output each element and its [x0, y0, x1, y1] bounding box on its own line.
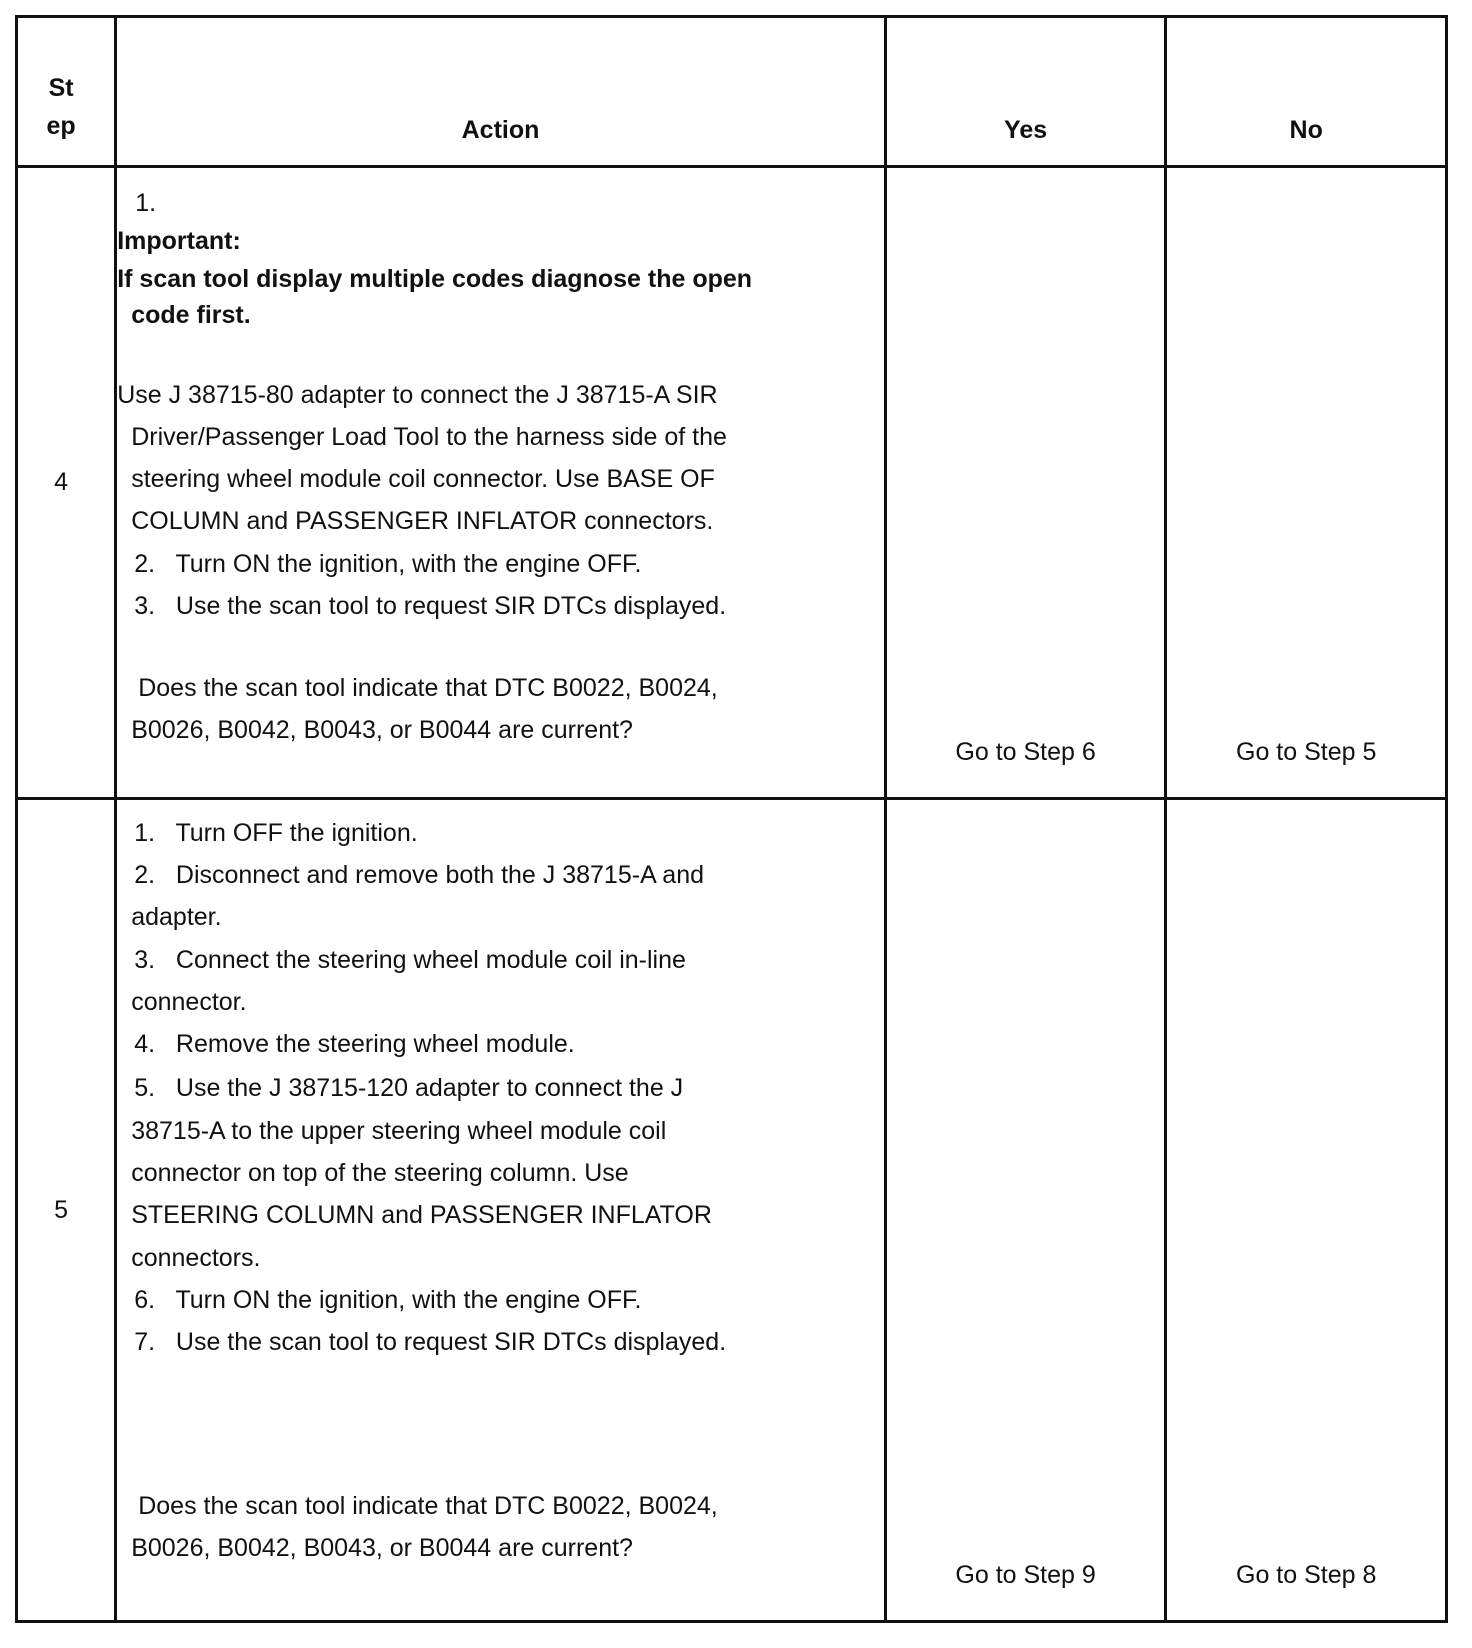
question-text: Does the scan tool indicate that DTC B0022, B0024,: [138, 674, 718, 702]
instruction-step: 2. Turn ON the ignition, with the engine OFF.: [134, 550, 642, 578]
action-cell: [116, 167, 886, 799]
diagnostic-table: [15, 15, 1448, 1623]
no-cell: [1166, 799, 1447, 1622]
question-text: B0026, B0042, B0043, or B0044 are current?: [131, 1534, 633, 1562]
instruction-step: 4. Remove the steering wheel module.: [134, 1030, 575, 1058]
table-row: [17, 167, 1447, 799]
go-to-step: Go to Step 8: [1236, 1561, 1377, 1589]
instruction-step: 7. Use the scan tool to request SIR DTCs displayed.: [134, 1328, 727, 1356]
question-text: B0026, B0042, B0043, or B0044 are current?: [131, 716, 633, 744]
go-to-step: Go to Step 9: [955, 1561, 1096, 1589]
yes-cell: [885, 167, 1166, 799]
instruction-text: STEERING COLUMN and PASSENGER INFLATOR: [131, 1201, 712, 1229]
no-cell: [1166, 167, 1447, 799]
instruction-step: 5. Use the J 38715-120 adapter to connect the J: [134, 1074, 684, 1102]
action-cell: [116, 799, 886, 1622]
table-row: [17, 799, 1447, 1622]
instruction-text: steering wheel module coil connector. Use BASE OF: [131, 465, 715, 493]
instruction-text: Use J 38715-80 adapter to connect the J 38715-A SIR: [117, 381, 718, 409]
instruction-text: adapter.: [131, 903, 222, 931]
instruction-step: 6. Turn ON the ignition, with the engine OFF.: [134, 1286, 642, 1314]
step-number: 5: [17, 799, 116, 1622]
header-action: Action: [116, 17, 886, 167]
header-yes: Yes: [885, 17, 1166, 167]
header-row: [17, 17, 1447, 167]
instruction-step: 2. Disconnect and remove both the J 38715-A and: [134, 861, 705, 889]
instruction-text: connector.: [131, 988, 247, 1016]
important-label: Important:: [117, 227, 241, 255]
important-text: code first.: [131, 301, 251, 329]
instruction-text: connectors.: [131, 1244, 261, 1272]
instruction-text: COLUMN and PASSENGER INFLATOR connectors.: [131, 507, 714, 535]
yes-cell: [885, 799, 1166, 1622]
list-number: 1.: [135, 189, 157, 217]
go-to-step: Go to Step 5: [1236, 738, 1377, 766]
instruction-step: 3. Connect the steering wheel module coil in-line: [134, 946, 686, 974]
go-to-step: Go to Step 6: [955, 738, 1096, 766]
instruction-text: Driver/Passenger Load Tool to the harness side of the: [131, 423, 727, 451]
instruction-step: 1. Turn OFF the ignition.: [134, 819, 418, 847]
header-no: No: [1166, 17, 1447, 167]
important-text: If scan tool display multiple codes diagnose the open: [117, 265, 753, 293]
instruction-text: connector on top of the steering column. Use: [131, 1159, 629, 1187]
step-number: 4: [17, 167, 116, 799]
instruction-text: 38715-A to the upper steering wheel module coil: [131, 1117, 667, 1145]
question-text: Does the scan tool indicate that DTC B0022, B0024,: [138, 1492, 718, 1520]
header-step: St ep: [17, 17, 116, 167]
instruction-step: 3. Use the scan tool to request SIR DTCs displayed.: [134, 592, 727, 620]
